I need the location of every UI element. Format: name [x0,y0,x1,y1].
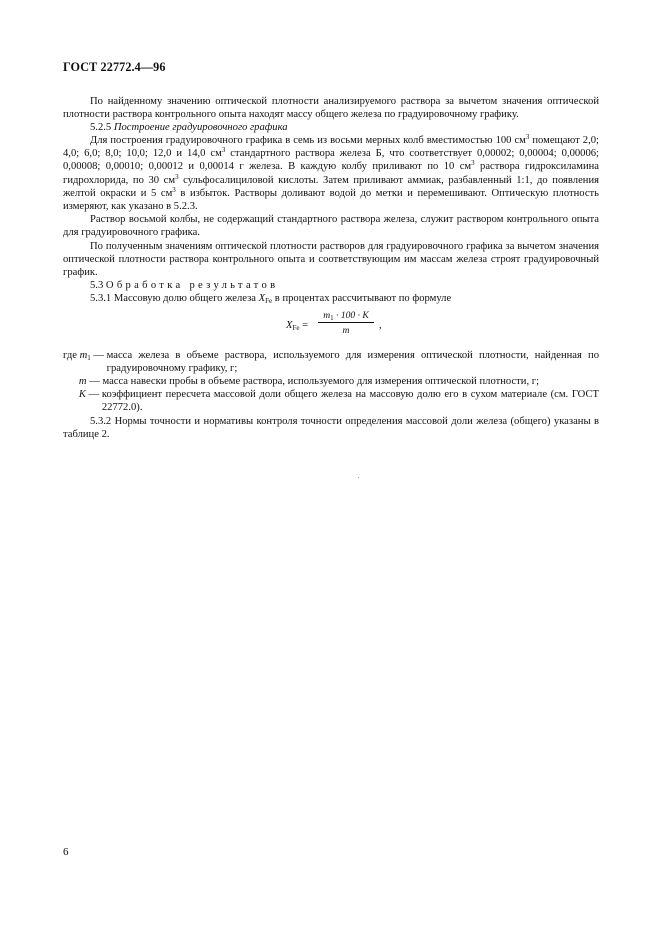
section-title: Построение градуировочного графика [113,122,288,134]
formula-equals: = [299,319,309,331]
definition-variable: m [79,349,88,361]
subscript: Fe [265,297,273,306]
scan-speck [358,477,359,478]
definition-lead [63,376,79,387]
symbol: X [258,293,266,305]
paragraph-accuracy-norms: 5.3.2 Нормы точности и нормативы контроля точности определения массовой доли железа (общего) указаны в таблице 2. [63,415,599,441]
definition-text: коэффициент пересчета массовой доли общего железа на массовую долю его в сухом материале (см. ГОСТ 22772.0). [101,388,599,413]
text-run: раствора гидроксиламина гидрохлорида, по 30 см [63,161,600,186]
formula-fraction [318,309,374,337]
definition-dash: — [90,349,107,361]
superscript: 3 [525,133,530,142]
paragraph-control-solution: Раствор восьмой колбы, не содержащий стандартного раствора железа, служит раствором контрольного опыта для градуировочного графика. [63,213,599,238]
definition-row [63,349,599,375]
text-run: Для построения градуировочного графика в семь из восьми мерных колб вместимостью 100 см [90,135,526,147]
definition-symbol [63,388,102,401]
formula-subscript: Fe [292,323,300,332]
superscript: 3 [172,185,176,194]
superscript: 3 [471,159,475,168]
formula-symbol: X [286,319,293,331]
page-number: 6 [63,846,69,858]
paragraph-build-graph: По полученным значениям оптической плотности растворов для градуировочного графика за вычетом значения оптической плотности раствора контрольного опыта и соответствующим им массам железа строят градуировочный график. [63,241,599,279]
section-number: 5.2.5 [90,122,112,134]
text-run: сульфосалициловой кислоты. Затем приливают аммиак, разбавленный 1:1, до появления желтой окраски и 5 см [63,174,599,199]
definition-lead [63,389,79,400]
definition-row [63,375,599,388]
document-code-header: ГОСТ 22772.4—96 [63,60,166,74]
paragraph-result-mass: По найденному значению оптической плотности анализируемого раствора за вычетом значения оптической плотности раствора контрольного опыта находят массу общего железа по градуировочному графику. [63,96,599,121]
formula-symbol: m [323,309,331,321]
definition-subscript: 1 [87,353,91,362]
formula-numerator-rest: · 100 · K [333,309,369,321]
definition-text: масса навески пробы в объеме раствора, используемого для измерения оптической плотности, г; [102,375,540,387]
formula-denominator: m [342,324,350,336]
superscript: 3 [221,146,226,155]
superscript: 3 [175,172,179,181]
section-5-3-heading [63,279,599,292]
variable-definitions [63,349,599,414]
text-run: стандартного раствора железа Б, что соответствует 0,00002; 0,00004; 0,00006; 0,00008; 0,00010; 0,00012 и 0,00014 г железа. В каждую колбу приливают по 10 см [63,148,599,173]
fraction-bar [318,322,374,323]
section-number: 5.3 [90,280,104,292]
text-run: 5.3.1 Массовую долю общего железа [90,293,259,305]
definition-text: масса железа в объеме раствора, используемого для измерения оптической плотности, найденная по градуировочному графику, г; [106,349,599,374]
definition-row [63,388,599,414]
formula-subscript: 1 [330,313,334,322]
definition-symbol [63,375,102,388]
definition-variable: K [78,388,86,400]
text-run: помещают 2,0; 4,0; 6,0; 8,0; 10,0; 12,0 и 14,0 см [63,135,599,160]
section-5-2-5-heading [63,121,599,134]
section-title: Обработка результатов [105,280,279,292]
definition-variable: m [78,375,87,387]
definition-dash: — [85,388,102,400]
text-run: в процентах рассчитывают по формуле [272,293,452,305]
formula-comma: , [379,319,382,331]
definition-dash: — [86,375,103,387]
definition-lead: где [63,349,80,361]
paragraph-mass-fraction [63,292,599,305]
document-body [63,95,599,441]
paragraph-calibration-procedure [63,134,599,213]
text-run: в избыток. Растворы доливают водой до метки и перемешивают. Оптическую плотность измеряют, как указано в 5.2.3. [63,187,599,212]
formula-mass-fraction [63,309,599,343]
definition-symbol [63,349,107,362]
formula-lhs [286,319,308,332]
formula-numerator [318,309,374,322]
